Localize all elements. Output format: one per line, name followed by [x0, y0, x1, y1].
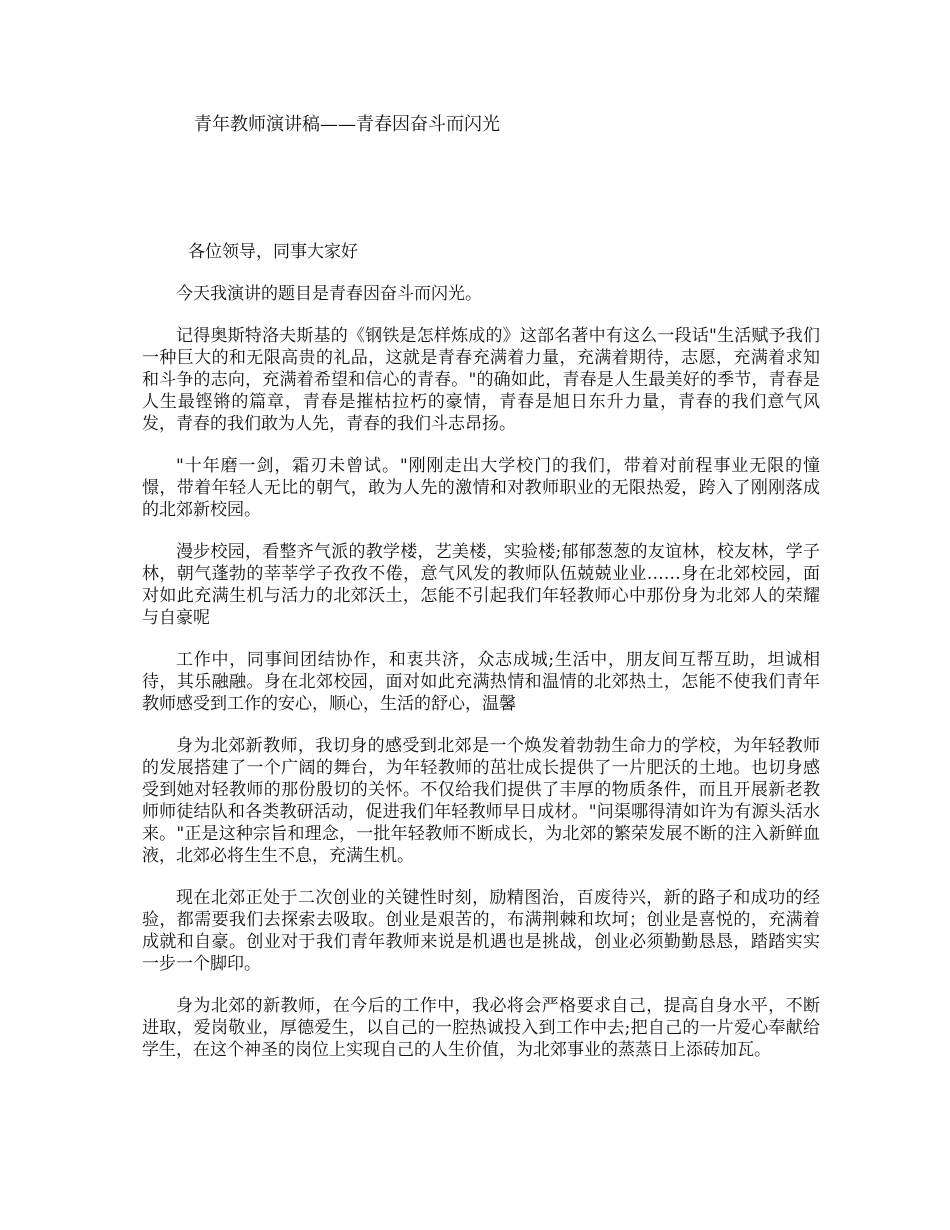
- paragraph-campus-walk: 漫步校园，看整齐气派的教学楼，艺美楼，实验楼;郁郁葱葱的友谊林，校友林，学子林，朝气蓬勃的莘莘学子孜孜不倦，意气风发的教师队伍兢兢业业……身在北郊校园，面对如此充满生机与活力的北郊沃土，怎能不引起我们年轻教师心中那份身为北郊人的荣耀与自豪呢: [142, 542, 820, 628]
- paragraph-school-care: 身为北郊新教师，我切身的感受到北郊是一个焕发着勃勃生命力的学校，为年轻教师的发展搭建了一个广阔的舞台，为年轻教师的茁壮成长提供了一片肥沃的土地。也切身感受到她对轻教师的那份殷切的关怀。不仅给我们提供了丰厚的物质条件，而且开展新老教师师徒结队和各类教研活动，促进我们年轻教师早日成材。"问渠哪得清如许为有源头活水来。"正是这种宗旨和理念，一批年轻教师不断成长，为北郊的繁荣发展不断的注入新鲜血液，北郊必将生生不息，充满生机。: [142, 736, 820, 866]
- paragraph-topic: 今天我演讲的题目是青春因奋斗而闪光。: [176, 284, 482, 304]
- paragraph-colleagues: 工作中，同事间团结协作，和衷共济，众志成城;生活中，朋友间互帮互助，坦诚相待，其乐融融。身在北郊校园，面对如此充满热情和温情的北郊热土，怎能不使我们青年教师感受到工作的安心，顺心，生活的舒心，温馨: [142, 650, 820, 714]
- paragraph-commitment: 身为北郊的新教师，在今后的工作中，我必将会严格要求自己，提高自身水平，不断进取，爱岗敬业，厚德爱生，以自己的一腔热诚投入到工作中去;把自己的一片爱心奉献给学生，在这个神圣的岗位上实现自己的人生价值，为北郊事业的蒸蒸日上添砖加瓦。: [142, 996, 820, 1060]
- paragraph-new-campus: "十年磨一剑，霜刃未曾试。"刚刚走出大学校门的我们，带着对前程事业无限的憧憬，带着年轻人无比的朝气，敢为人先的激情和对教师职业的无限热爱，跨入了刚刚落成的北郊新校园。: [142, 456, 820, 520]
- paragraph-second-venture: 现在北郊正处于二次创业的关键性时刻，励精图治，百废待兴，新的路子和成功的经验，都需要我们去探索去吸取。创业是艰苦的，布满荆棘和坎坷；创业是喜悦的，充满着成就和自豪。创业对于我们青年教师来说是机遇也是挑战，创业必须勤勤恳恳，踏踏实实一步一个脚印。: [142, 888, 820, 974]
- document-title: 青年教师演讲稿——青春因奋斗而闪光: [194, 114, 500, 135]
- paragraph-quote-ostrovsky: 记得奥斯特洛夫斯基的《钢铁是怎样炼成的》这部名著中有这么一段话"生活赋予我们一种巨大的和无限高贵的礼品，这就是青春充满着力量，充满着期待，志愿，充满着求知和斗争的志向，充满着希望和信心的青春。"的确如此，青春是人生最美好的季节，青春是人生最铿锵的篇章，青春是摧枯拉朽的豪情，青春是旭日东升力量，青春的我们意气风发，青春的我们敢为人先，青春的我们斗志昂扬。: [142, 326, 820, 434]
- salutation: 各位领导，同事大家好: [188, 242, 358, 262]
- document-body: [142, 283, 820, 1081]
